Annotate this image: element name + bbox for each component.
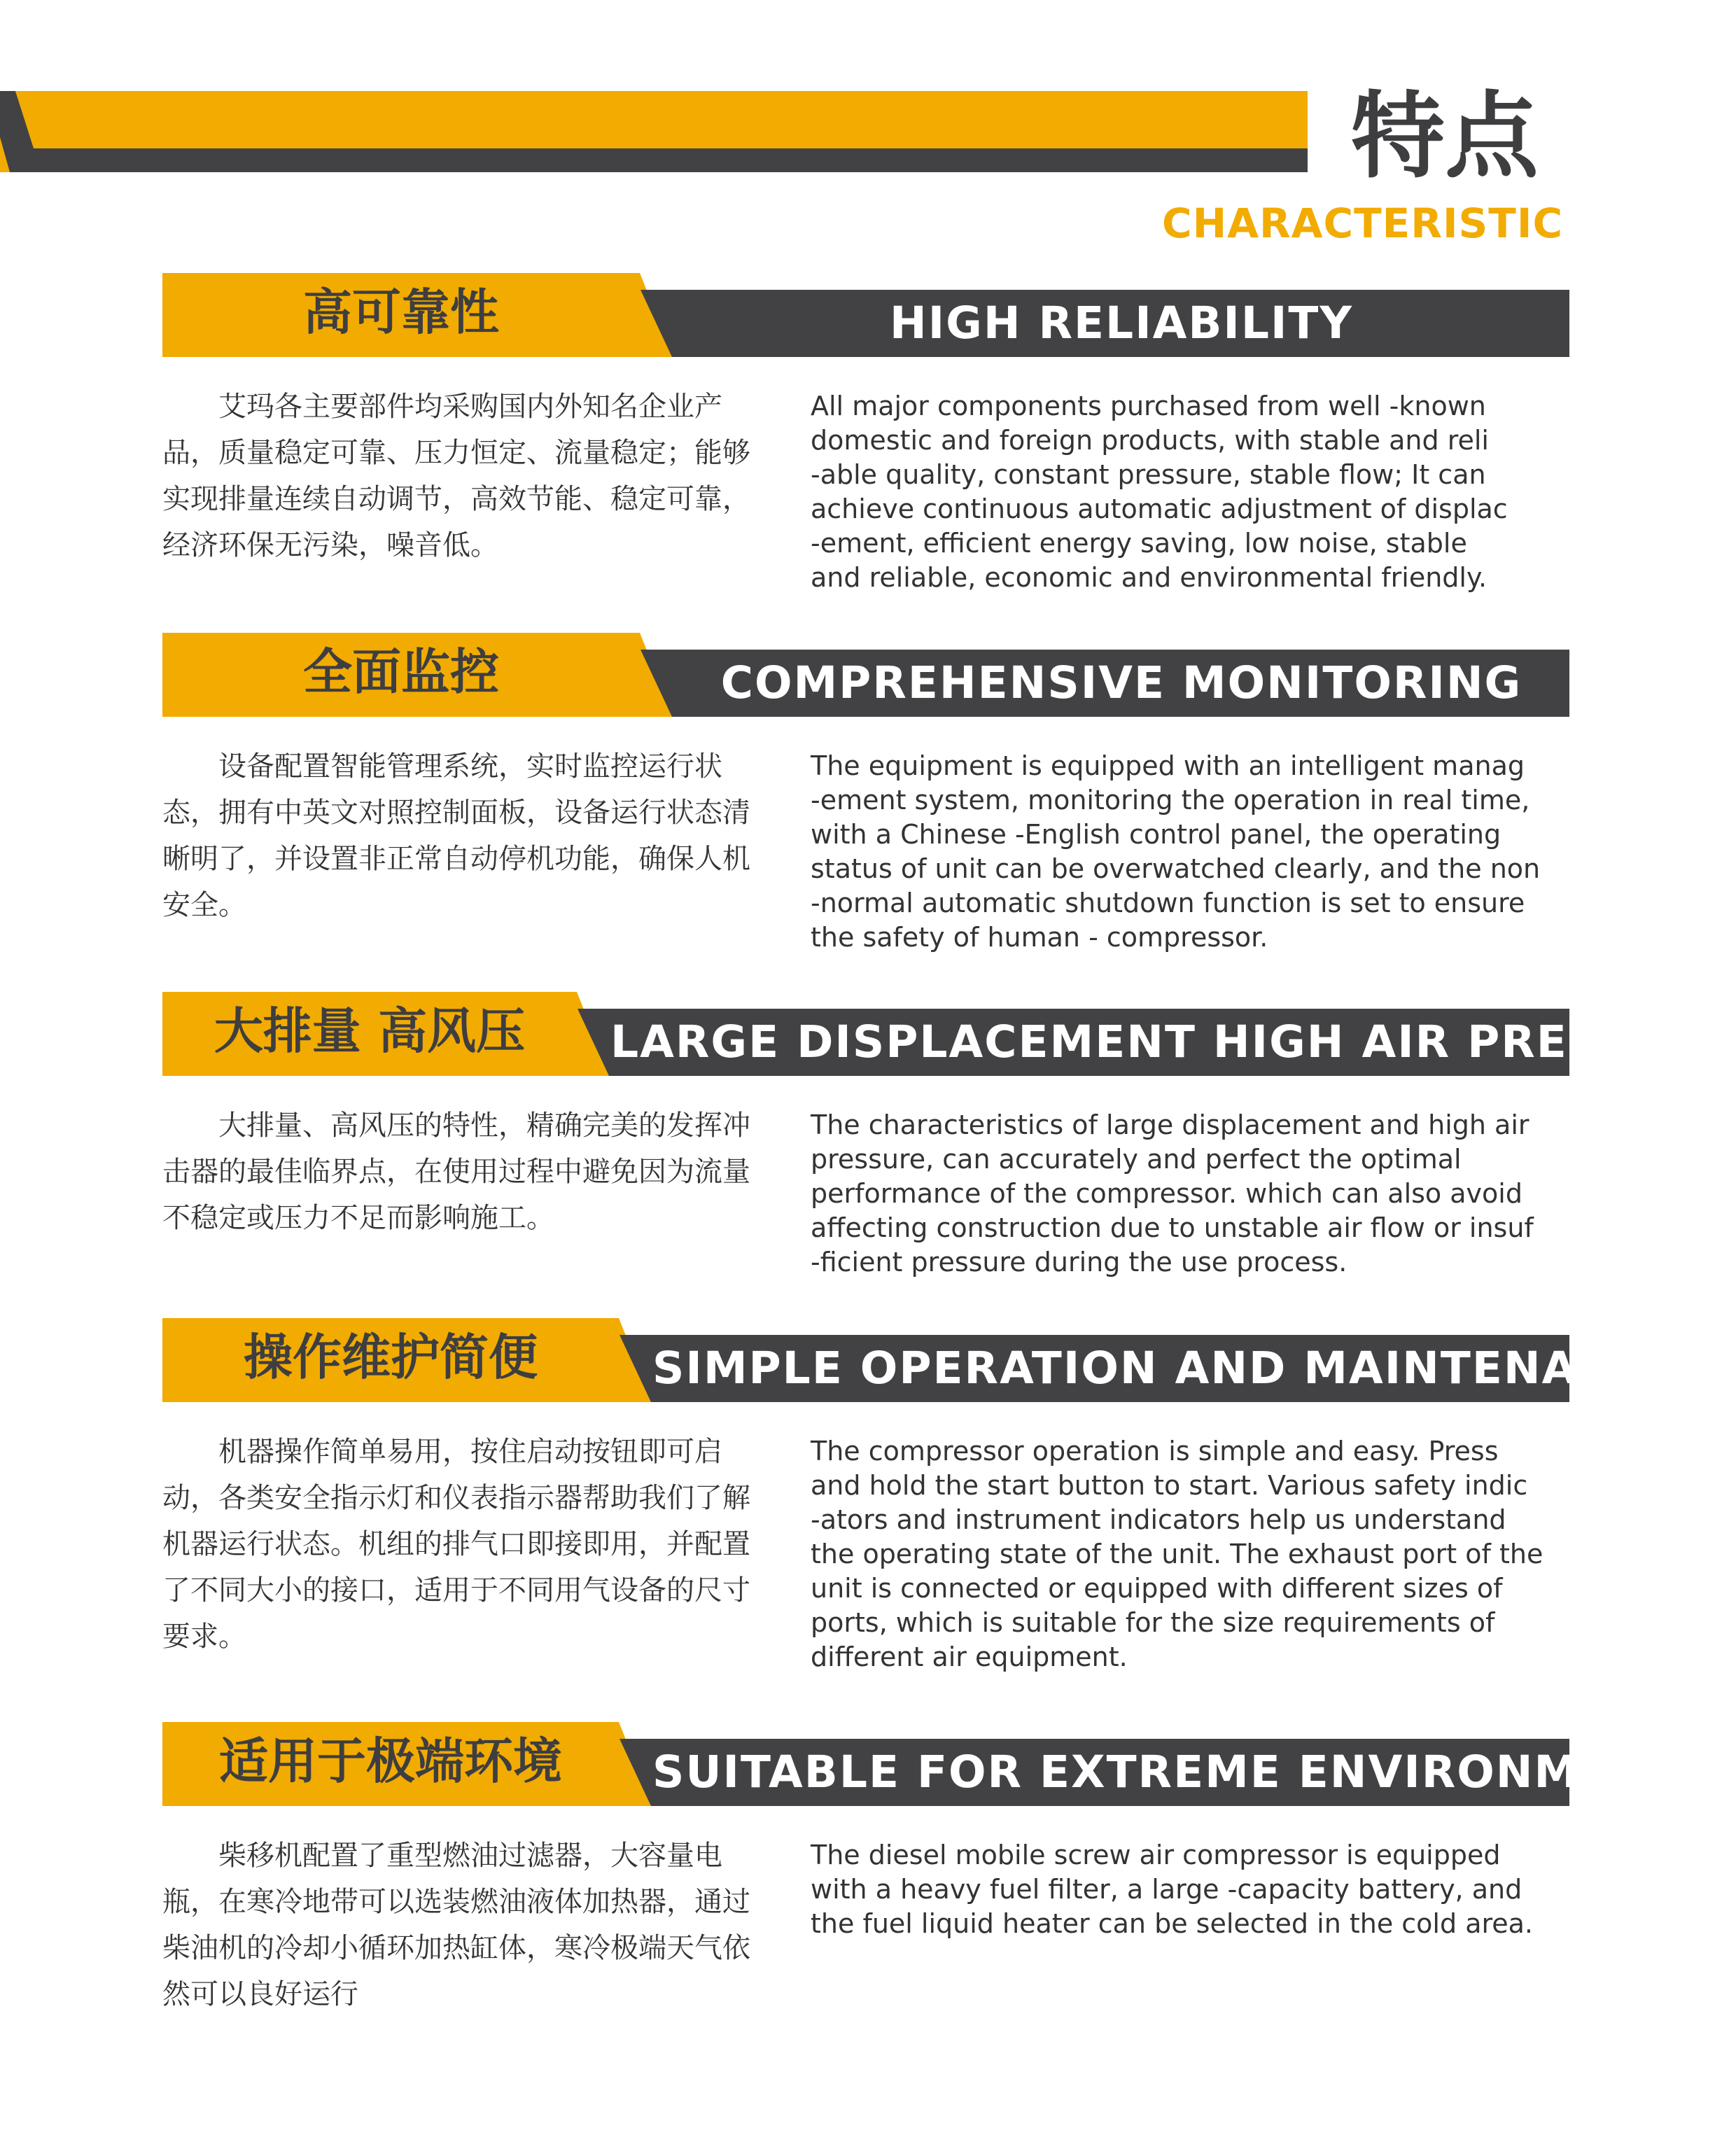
section-banner <box>162 273 1569 357</box>
section-body-english: The diesel mobile screw air compressor is equipped with a heavy fuel filter, a large -capacity battery, and the fuel liquid heater can be selected in the cold area. <box>811 1840 1534 1939</box>
section-heading-chinese: 全面监控 <box>303 643 499 701</box>
section-body-english: The compressor operation is simple and easy. Press and hold the start button to start. Various safety indic -ators and instrument indicators help us understand the operating state of the unit. The exhaust port of the unit is connected or equipped with different sizes of ports, which is suitable for the size requirements of different air equipment. <box>811 1436 1544 1672</box>
section-body-english: The equipment is equipped with an intelligent manag -ement system, monitoring the operation in real time, with a Chinese -English control panel, the operating status of unit can be overwatched clearly, and the non -normal automatic shutdown function is set to ensure the safety of human - compressor. <box>811 750 1541 953</box>
page-title-english: CHARACTERISTIC <box>1162 200 1564 247</box>
section-banner <box>162 1722 1714 1806</box>
section-heading-english: SIMPLE OPERATION AND MAINTENANCE <box>652 1343 1681 1394</box>
section-body-english: All major components purchased from well -known domestic and foreign products, with stable and reli -able quality, constant pressure, stable flow; It can achieve continuous automatic adjustment of displac -ement, efficient energy saving, low noise, stable and reliable, economic and environmental friendly. <box>811 391 1508 593</box>
section-heading-english: HIGH RELIABILITY <box>889 298 1354 349</box>
section-body-chinese: 设备配置智能管理系统，实时监控运行状态，拥有中英文对照控制面板，设备运行状态清晰明了，并设置非正常自动停机功能，确保人机安全。 <box>162 750 750 921</box>
section-banner <box>162 633 1569 717</box>
section-body-chinese: 机器操作简单易用，按住启动按钮即可启动，各类安全指示灯和仪表指示器帮助我们了解机器运行状态。机组的排气口即接即用，并配置了不同大小的接口，适用于不同用气设备的尺寸要求。 <box>162 1436 750 1653</box>
page-title-chinese: 特点 <box>1351 82 1539 191</box>
section-heading-chinese: 适用于极端环境 <box>219 1732 562 1790</box>
section-body-chinese: 大排量、高风压的特性，精确完美的发挥冲击器的最佳临界点，在使用过程中避免因为流量不稳定或压力不足而影响施工。 <box>162 1110 750 1234</box>
section-heading-english: LARGE DISPLACEMENT HIGH AIR PRESSURE <box>610 1016 1736 1068</box>
section-banner <box>162 1318 1681 1402</box>
section-heading-english: SUITABLE FOR EXTREME ENVIRONMENTS <box>652 1746 1714 1798</box>
section-body-english: The characteristics of large displacement and high air pressure, can accurately and perfect the optimal performance of the compressor. which can also avoid affecting construction due to unstable air flow or insuf -ficient pressure during the use process. <box>811 1110 1534 1278</box>
section-heading-english: COMPREHENSIVE MONITORING <box>720 657 1522 708</box>
section-body-chinese: 柴移机配置了重型燃油过滤器，大容量电瓶，在寒冷地带可以选装燃油液体加热器，通过柴油机的冷却小循环加热缸体，寒冷极端天气依然可以良好运行 <box>162 1840 750 2010</box>
section-heading-chinese: 大排量 高风压 <box>214 1002 526 1060</box>
section-body-chinese: 艾玛各主要部件均采购国内外知名企业产品，质量稳定可靠、压力恒定、流量稳定；能够实现排量连续自动调节，高效节能、稳定可靠，经济环保无污染，噪音低。 <box>162 391 750 561</box>
section-heading-chinese: 操作维护简便 <box>244 1329 538 1386</box>
section-heading-chinese: 高可靠性 <box>303 284 499 341</box>
section-banner <box>162 992 1736 1076</box>
